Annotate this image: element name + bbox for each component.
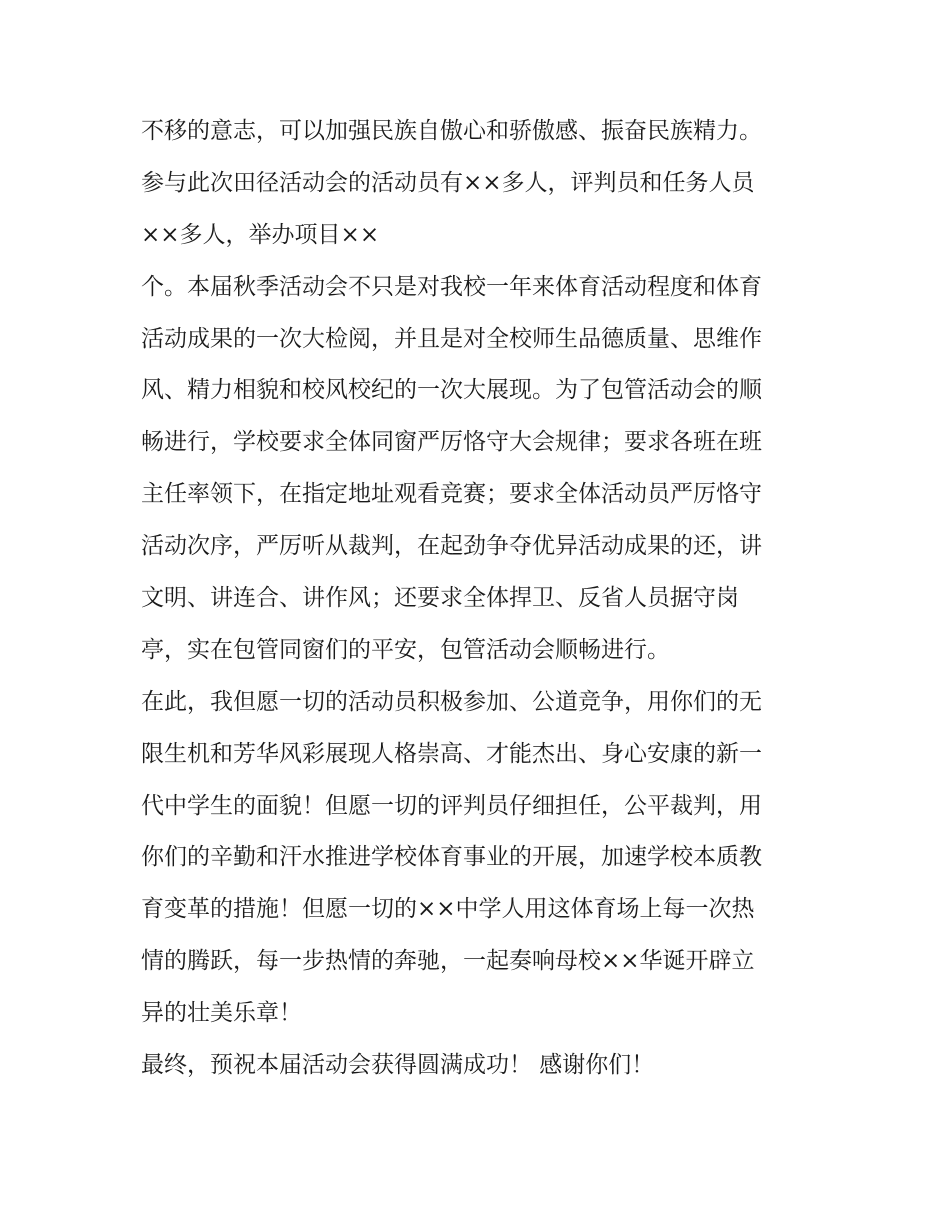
text-line: 育变革的措施！但愿一切的××中学人用这体育场上每一次热	[141, 896, 755, 923]
text-line: 个。本届秋季活动会不只是对我校一年来体育活动程度和体育	[141, 273, 762, 300]
text-line: 限生机和芳华风彩展现人格崇高、才能杰出、身心安康的新一	[141, 740, 762, 767]
text-line: 异的壮美乐章！	[141, 1000, 302, 1027]
text-line: 参与此次田径活动会的活动员有××多人，评判员和任务人员	[141, 169, 755, 196]
text-line: 文明、讲连合、讲作风；还要求全体捍卫、反省人员据守岗	[141, 585, 739, 612]
text-line: ××多人，举办项目××	[141, 221, 380, 248]
text-line: 活动成果的一次大检阅，并且是对全校师生品德质量、思维作	[141, 325, 762, 352]
text-line: 代中学生的面貌！但愿一切的评判员仔细担任，公平裁判，用	[141, 792, 762, 819]
text-line: 风、精力相貌和校风校纪的一次大展现。为了包管活动会的顺	[141, 377, 762, 404]
body-text	[141, 106, 821, 1092]
text-line: 亭，实在包管同窗们的平安，包管活动会顺畅进行。	[141, 636, 670, 663]
text-line: 情的腾跃，每一步热情的奔驰，一起奏响母校××华诞开辟立	[141, 948, 755, 975]
text-line: 在此，我但愿一切的活动员积极参加、公道竞争，用你们的无	[141, 688, 762, 715]
text-line: 你们的辛勤和汗水推进学校体育事业的开展，加速学校本质教	[141, 844, 762, 871]
text-line: 最终，预祝本届活动会获得圆满成功！ 感谢你们！	[141, 1052, 655, 1079]
text-line: 活动次序，严厉听从裁判，在起劲争夺优异活动成果的还，讲	[141, 533, 762, 560]
text-line: 畅进行，学校要求全体同窗严厉恪守大会规律；要求各班在班	[141, 429, 762, 456]
text-line: 不移的意志，可以加强民族自傲心和骄傲感、振奋民族精力。	[141, 118, 762, 144]
text-line: 主任率领下，在指定地址观看竞赛；要求全体活动员严厉恪守	[141, 481, 762, 508]
